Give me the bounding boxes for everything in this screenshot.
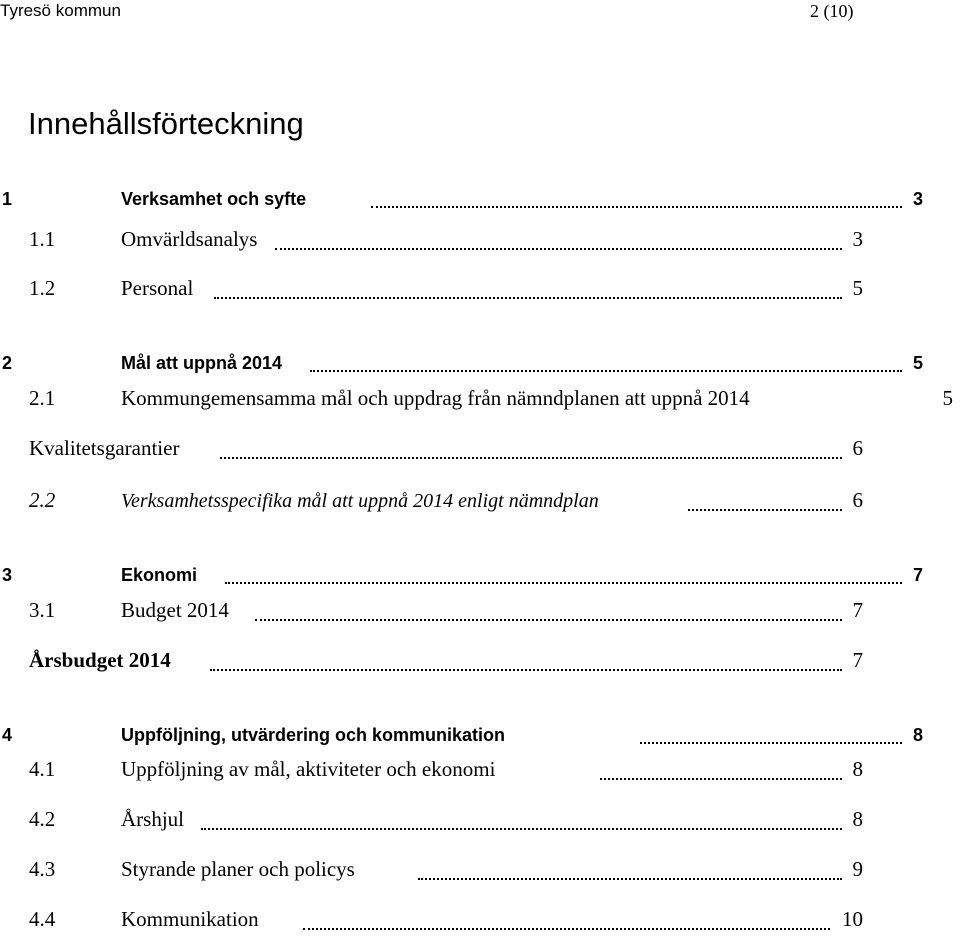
toc-entry-4-1[interactable] — [0, 752, 960, 786]
toc-entry-number: 4.3 — [29, 857, 56, 881]
toc-title: Innehållsförteckning — [28, 106, 304, 141]
toc-dot-leader — [303, 928, 830, 930]
toc-entry-page: 6 — [852, 488, 863, 512]
toc-entry-number: 3.1 — [29, 598, 56, 622]
toc-entry-page: 3 — [852, 227, 863, 251]
toc-entry-1[interactable] — [0, 180, 960, 214]
toc-entry-page: 8 — [852, 757, 863, 781]
toc-dot-leader — [688, 509, 842, 511]
toc-dot-leader — [600, 778, 842, 780]
toc-dot-leader — [418, 878, 842, 880]
toc-dot-leader — [201, 828, 842, 830]
header-page-number: 2 (10) — [810, 1, 854, 21]
toc-entry-number: 4 — [2, 725, 13, 745]
toc-entry-number: 4.2 — [29, 807, 56, 831]
toc-entry-label: Mål att uppnå 2014 — [121, 353, 283, 373]
toc-entry-label: Omvärldsanalys — [121, 227, 258, 251]
toc-entry-arsbudget[interactable] — [0, 643, 960, 677]
toc-entry-number: 3 — [2, 565, 13, 585]
toc-entry-4-2[interactable] — [0, 802, 960, 836]
toc-entry-label: Kommunikation — [121, 907, 259, 931]
toc-entry-label: Verksamhetsspecifika mål att uppnå 2014 enligt nämndplan — [121, 490, 599, 512]
toc-dot-leader — [640, 742, 902, 744]
toc-entry-page: 7 — [912, 565, 923, 585]
toc-entry-number: 1.1 — [29, 227, 56, 251]
toc-entry-3-1[interactable] — [0, 593, 960, 627]
toc-entry-page: 5 — [942, 386, 953, 410]
toc-entry-1-2[interactable] — [0, 271, 960, 305]
toc-entry-number: 4.1 — [29, 757, 56, 781]
toc-entry-number: 1 — [2, 189, 13, 209]
toc-entry-3[interactable] — [0, 556, 960, 590]
toc-entry-page: 5 — [852, 276, 863, 300]
toc-dot-leader — [310, 370, 902, 372]
toc-entry-page: 6 — [852, 436, 863, 460]
toc-dot-leader — [275, 248, 842, 250]
toc-entry-number: 2.2 — [29, 488, 56, 512]
toc-entry-label: Årsbudget 2014 — [29, 648, 171, 672]
header-organization: Tyresö kommun — [0, 1, 121, 20]
toc-entry-label: Styrande planer och policys — [121, 857, 355, 881]
toc-entry-number: 2 — [2, 353, 13, 373]
toc-entry-4-3[interactable] — [0, 852, 960, 886]
toc-entry-kvalitetsgarantier[interactable] — [0, 431, 960, 465]
toc-entry-label: Årshjul — [121, 807, 184, 831]
toc-entry-number: 2.1 — [29, 386, 56, 410]
toc-entry-page: 10 — [842, 907, 863, 931]
toc-entry-1-1[interactable] — [0, 222, 960, 256]
toc-entry-4[interactable] — [0, 716, 960, 750]
toc-dot-leader — [371, 206, 902, 208]
toc-entry-label: Kommungemensamma mål och uppdrag från nämndplanen att uppnå 2014 — [121, 386, 750, 410]
toc-entry-page: 8 — [912, 725, 923, 745]
toc-dot-leader — [214, 297, 842, 299]
toc-entry-label: Budget 2014 — [121, 598, 229, 622]
toc-entry-label: Personal — [121, 276, 194, 300]
toc-entry-label: Verksamhet och syfte — [121, 189, 307, 209]
toc-entry-page: 9 — [852, 857, 863, 881]
toc-entry-page: 7 — [852, 648, 863, 672]
toc-entry-page: 5 — [912, 353, 923, 373]
toc-dot-leader — [220, 457, 842, 459]
toc-entry-number: 4.4 — [29, 907, 56, 931]
toc-entry-2-1[interactable] — [0, 381, 960, 415]
toc-entry-4-4[interactable] — [0, 902, 960, 936]
toc-entry-page: 3 — [912, 189, 923, 209]
toc-entry-2[interactable] — [0, 344, 960, 378]
toc-entry-label: Uppföljning, utvärdering och kommunikation — [121, 725, 506, 745]
toc-entry-page: 8 — [852, 807, 863, 831]
toc-entry-page: 7 — [852, 598, 863, 622]
toc-entry-label: Uppföljning av mål, aktiviteter och ekonomi — [121, 757, 496, 781]
toc-dot-leader — [210, 669, 842, 671]
toc-entry-2-2[interactable] — [0, 483, 960, 517]
toc-dot-leader — [225, 582, 902, 584]
toc-entry-label: Kvalitetsgarantier — [29, 436, 180, 460]
toc-entry-label: Ekonomi — [121, 565, 198, 585]
toc-entry-number: 1.2 — [29, 276, 56, 300]
toc-dot-leader — [255, 619, 842, 621]
